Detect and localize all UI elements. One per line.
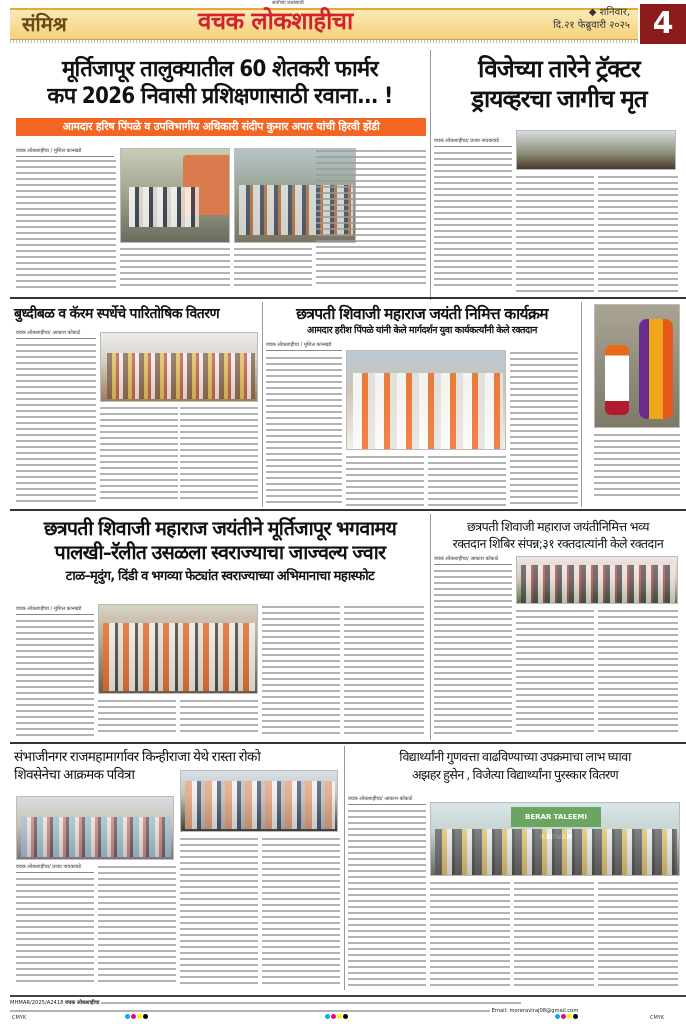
photo-bus-flagoff [120, 148, 230, 243]
article-body-col-3 [598, 174, 678, 292]
headline [434, 518, 682, 552]
article-body [266, 355, 342, 505]
date-label: दि.२१ फेब्रुवारी २०२५ [553, 20, 630, 31]
headline: छत्रपती शिवाजी महाराज जयंती निमित्त कार्यक्रम [296, 305, 548, 323]
byline: वचक लोकशाहीचा/ आकाश कोकाटे [16, 330, 96, 339]
column-divider [430, 50, 431, 300]
headline [436, 54, 682, 114]
photo-caption-text [120, 246, 230, 286]
headline-line-1: विद्यार्थ्यांनी गुणवत्ता वाढविण्याच्या उपक्रमाचा लाभ घ्यावा [399, 749, 631, 764]
headline-line-1: छत्रपती शिवाजी महाराज जयंतीने मूर्तिजापूर भगवामय [43, 517, 397, 540]
headline [14, 56, 426, 110]
article-body-col-2 [516, 608, 594, 736]
column-divider [344, 746, 345, 990]
byline: वचक लोकशाहीचा/ प्रजय नायकवाडे [434, 138, 512, 147]
registration-dots [555, 1014, 578, 1019]
article-body-col-2 [98, 864, 176, 986]
article-body-col-4 [316, 148, 426, 286]
section-divider [10, 509, 686, 511]
photo-palkhi-rally [98, 604, 258, 694]
section-name: संमिश्र [22, 12, 67, 36]
article-body-col-3 [180, 698, 258, 736]
page-number: 4 [640, 4, 686, 44]
headline-line-1: छत्रपती शिवाजी महाराज जयंतीनिमित्त भव्य [466, 519, 650, 534]
column-divider [581, 302, 582, 507]
photo-award-ceremony [430, 802, 680, 876]
article-body-col-3 [234, 246, 312, 286]
subhead: आमदार हरीश पिंपळे यांनी केले मार्गदर्शन युवा कार्यकर्त्यांनी केले रक्तदान [307, 325, 537, 336]
headline-line-1: विजेच्या तारेने ट्रॅक्टर [478, 55, 640, 83]
article-body [434, 568, 512, 736]
photo-chess-winners [100, 332, 258, 402]
column-divider [262, 302, 263, 507]
photo-road-protest [16, 796, 174, 860]
headline-line-2: कप 2026 निवासी प्रशिक्षणासाठी रवाना... ! [47, 84, 393, 109]
contact-email: Email: moreraviraj08@gmail.com [491, 1008, 579, 1014]
brand-tagline: सर्वांच्या प्रश्नांसाठी [272, 0, 304, 6]
section-divider [10, 742, 686, 744]
cmyk-mark-right: CMYK [650, 1015, 665, 1021]
article-body-col-2 [430, 880, 510, 986]
day-label: ◆ शनिवार, [588, 7, 630, 18]
article-body [16, 876, 94, 986]
registration-dots [325, 1014, 348, 1019]
article-body-col-3 [428, 454, 506, 506]
headline-line-2: पालखी–रॅलीत उसळला स्वराज्याचा जाज्वल्य ज्वार [54, 541, 386, 564]
imprint-footer [10, 995, 686, 1015]
article-body-col-2 [98, 698, 176, 736]
byline: वचक लोकशाहीचा/ आकाश कोकाटे [434, 556, 512, 565]
article-body-col-3 [514, 880, 594, 986]
article-body-col-4 [262, 836, 340, 986]
imprint-text [101, 1000, 521, 1005]
footer-brand: वचक लोकशाहीचा [65, 1000, 100, 1006]
headline-line-2: ड्रायव्हरचा जागीच मृत [471, 85, 647, 113]
banner-text: BERAR TALEEMI [511, 807, 601, 827]
article-body-col-5 [344, 604, 424, 736]
headline-line-2: शिवसेनेचा आक्रमक पवित्रा [14, 767, 135, 783]
article-body-col-2 [100, 405, 178, 501]
registration-number: MHMAR/2025/A2418 [10, 1000, 64, 1006]
article-body-col-2 [516, 174, 594, 292]
headline [348, 748, 682, 784]
article-body [16, 342, 96, 502]
headline-line-1: संभाजीनगर राजमहामार्गावर किन्हीराजा येथे रास्ता रोको [14, 749, 261, 765]
byline: वचक लोकशाहीचा / मुशिल कानखडे [16, 606, 94, 615]
subhead-bar: आमदार हरिष पिंपळे व उपविभागीय अधिकारी संदीप कुमार अपार यांची हिरवी झेंडी [16, 118, 426, 136]
headline [14, 517, 426, 565]
headline-line-1: मूर्तिजापूर तालुक्यातील 60 शेतकरी फार्मर [61, 57, 379, 82]
brand-name: वचक लोकशाहीचा [198, 7, 353, 35]
article-body [348, 808, 426, 986]
headline-line-2: रक्तदान शिबिर संपन्न;३१ रक्तदात्यांनी केले रक्तदान [452, 536, 664, 551]
cmyk-mark-left: CMYK [12, 1015, 27, 1021]
article-body-col-4 [510, 350, 578, 505]
photo-children-costume [594, 304, 680, 428]
byline: वचक लोकशाहीचा/ प्रजय नायकवाडे [16, 864, 94, 873]
dateline [480, 6, 630, 32]
headline-line-2: अझहर हुसेन , विजेत्या विद्यार्थ्यांना पुरस्कार वितरण [411, 767, 619, 782]
photo-blood-donors [516, 556, 678, 604]
headline: बुध्दीबळ व कॅरम स्पर्धेचे पारितोषिक वितरण [14, 306, 220, 322]
byline: वचक लोकशाहीचा / मुशिल कानखडे [266, 342, 342, 351]
article-body-col-4 [262, 604, 340, 736]
section-divider [10, 297, 686, 299]
newspaper-logo [198, 4, 353, 37]
article-body [434, 150, 512, 290]
photo-tractor-accident [516, 130, 676, 170]
article-body-col-3 [598, 608, 678, 736]
imprint-text-2 [10, 1008, 490, 1013]
article-body-col-2 [346, 454, 424, 506]
article-body-col-3 [180, 405, 258, 501]
masthead [10, 0, 686, 44]
article-body-col-4 [598, 880, 678, 986]
registration-dots [125, 1014, 148, 1019]
photo-caption [594, 432, 680, 496]
byline: वचक लोकशाहीचा/ आकाश कोकाटे [348, 796, 426, 805]
byline: वचक लोकशाहीचा / मुशिल कानखडे [16, 148, 114, 157]
column-divider [430, 514, 431, 740]
article-body [16, 158, 116, 288]
photo-memorandum [180, 770, 338, 832]
article-body [16, 618, 94, 736]
photo-mla-speech [346, 350, 506, 450]
subhead: टाळ–मृदुंग, दिंडी व भगव्या फेट्यांत स्वराज्याच्या अभिमानाचा महास्फोट [65, 569, 375, 584]
article-body-col-3 [180, 836, 258, 986]
